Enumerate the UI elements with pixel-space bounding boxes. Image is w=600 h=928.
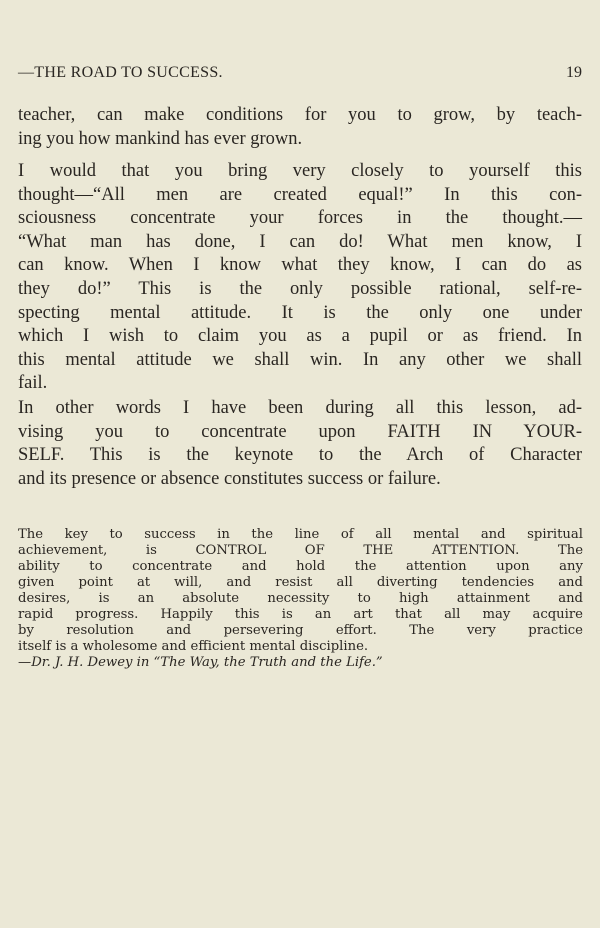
text-line: I would that you bring very closely to yourself this — [18, 161, 582, 181]
text-line: vising you to concentrate upon FAITH IN YOUR- — [18, 421, 582, 442]
paragraph-2 — [18, 160, 582, 396]
quote-line: ability to concentrate and hold the attention upon any — [18, 559, 583, 574]
text-line: SELF. This is the keynote to the Arch of Character — [18, 445, 582, 466]
text-line: this mental attitude we shall win. In any other we shall — [18, 349, 582, 370]
text-line: and its presence or absence constitutes success or failure. — [18, 468, 441, 489]
quote-line: The key to success in the line of all mental and spiritual — [18, 527, 583, 542]
text-line: thought—“All men are created equal!” In this con- — [18, 184, 582, 205]
text-line: specting mental attitude. It is the only one under — [18, 302, 582, 323]
quote-line: by resolution and persevering effort. The very practice — [18, 623, 583, 638]
block-quote — [18, 527, 583, 671]
text-line: In other words I have been during all this lesson, ad- — [18, 398, 582, 418]
text-line: teacher, can make conditions for you to grow, by teach- — [18, 105, 582, 125]
text-line: can know. When I know what they know, I can do as — [18, 255, 582, 276]
text-line: sciousness concentrate your forces in the thought.— — [18, 208, 582, 229]
quote-line: itself is a wholesome and efficient mental discipline. — [18, 639, 369, 654]
text-line: they do!” This is the only possible rational, self-re- — [18, 278, 582, 299]
paragraph-3 — [18, 397, 582, 491]
running-title: —THE ROAD TO SUCCESS. — [18, 64, 223, 81]
quote-line: given point at will, and resist all diverting tendencies and — [18, 575, 583, 590]
running-header — [18, 64, 582, 86]
quote-line: desires, is an absolute necessity to high attainment and — [18, 591, 583, 606]
quote-line: achievement, is CONTROL OF THE ATTENTION. The — [18, 543, 583, 558]
text-line: which I wish to claim you as a pupil or as friend. In — [18, 326, 582, 347]
text-line: ing you how mankind has ever grown. — [18, 128, 303, 149]
page-number: 19 — [566, 64, 582, 81]
text-line: fail. — [18, 373, 48, 394]
quote-line: rapid progress. Happily this is an art that all may acquire — [18, 607, 583, 622]
paragraph-1 — [18, 104, 582, 151]
text-line: “What man has done, I can do! What men know, I — [18, 231, 582, 252]
quote-attribution: —Dr. J. H. Dewey in “The Way, the Truth and the Life.” — [18, 655, 383, 670]
